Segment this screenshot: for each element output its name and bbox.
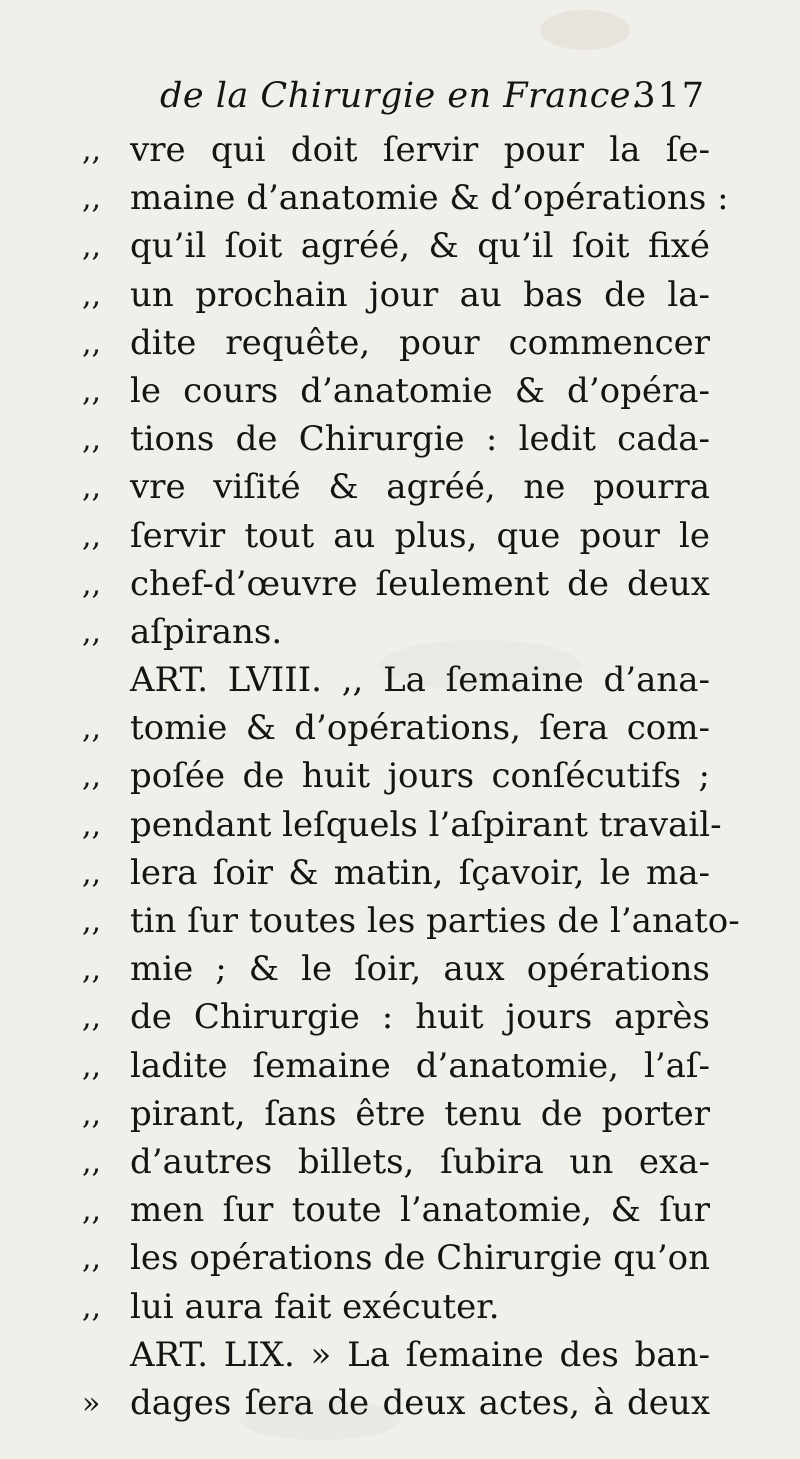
line-text: qu’il ſoit agréé, & qu’il ſoit fixé (130, 226, 710, 267)
text-line (0, 1283, 800, 1331)
line-text: dages ſera de deux actes, à deux (130, 1382, 710, 1423)
text-line (0, 1090, 800, 1138)
line-text: de Chirurgie : huit jours après (130, 997, 710, 1038)
text-line (0, 1042, 800, 1090)
line-text: ART. LIX. » La ſemaine des ban- (130, 1334, 710, 1375)
text-line (0, 704, 800, 752)
text-line (0, 1331, 800, 1379)
text-line (0, 367, 800, 415)
line-text: les opérations de Chirurgie qu’on (130, 1238, 710, 1279)
quotation-mark: ,, (82, 422, 102, 458)
quotation-mark: ,, (82, 181, 102, 217)
quotation-mark: ,, (82, 952, 102, 988)
quotation-mark: ,, (82, 904, 102, 939)
line-text: ſervir tout au plus, que pour le (130, 515, 710, 556)
running-header (160, 72, 720, 128)
line-text: lui aura fait exécuter. (130, 1286, 500, 1327)
quotation-mark: ,, (82, 855, 102, 891)
quotation-mark: ,, (82, 133, 102, 168)
text-line (0, 222, 800, 270)
line-text: vre viſité & agréé, ne pourra (130, 467, 710, 508)
text-line (0, 1186, 800, 1234)
quotation-mark: ,, (82, 373, 102, 409)
quotation-mark: » (82, 1385, 101, 1421)
line-text: ART. LVIII. ,, La ſemaine d’ana- (130, 660, 710, 701)
line-text: maine d’anatomie & d’opérations : (130, 178, 729, 219)
text-line (0, 897, 800, 945)
text-line (0, 560, 800, 608)
text-line (0, 1138, 800, 1186)
line-text: dite requête, pour commencer (130, 322, 710, 363)
line-text: pirant, ſans être tenu de porter (130, 1093, 710, 1134)
line-text: mie ; & le ſoir, aux opérations (130, 949, 710, 990)
text-line (0, 174, 800, 222)
line-text: le cours d’anatomie & d’opéra- (130, 370, 710, 411)
line-text: lera ſoir & matin, ſçavoir, le ma- (130, 852, 710, 893)
paper-stain (540, 10, 630, 50)
text-line (0, 512, 800, 560)
quotation-mark: ,, (82, 1193, 102, 1229)
text-line (0, 801, 800, 849)
quotation-mark: ,, (82, 1000, 102, 1036)
running-title: de la Chirurgie en France. (160, 76, 643, 116)
text-line (0, 752, 800, 800)
quotation-mark: ,, (82, 1048, 102, 1084)
quotation-mark: ,, (82, 807, 102, 843)
quotation-mark: ,, (82, 1096, 102, 1132)
quotation-mark: ,, (82, 614, 102, 650)
line-text: d’autres billets, ſubira un exa- (130, 1141, 710, 1182)
text-line (0, 656, 800, 704)
text-line (0, 463, 800, 511)
quotation-mark: ,, (82, 277, 102, 313)
line-text: un prochain jour au bas de la- (130, 274, 710, 315)
quotation-mark: ,, (82, 325, 102, 361)
line-text: pendant leſquels l’aſpirant travail- (130, 804, 722, 845)
line-text: poſée de huit jours conſécutifs ; (130, 756, 710, 797)
page-number: 317 (633, 76, 706, 116)
quotation-mark: ,, (82, 518, 102, 554)
quotation-mark: ,, (82, 711, 102, 747)
text-line (0, 1234, 800, 1282)
line-text: men ſur toute l’anatomie, & ſur (130, 1190, 710, 1231)
quotation-mark: ,, (82, 1241, 102, 1277)
text-line (0, 271, 800, 319)
text-line (0, 319, 800, 367)
line-text: aſpirans. (130, 611, 283, 652)
line-text: tin ſur toutes les parties de l’anato- (130, 901, 740, 941)
text-body (0, 126, 800, 1427)
text-line (0, 945, 800, 993)
text-line (0, 415, 800, 463)
quotation-mark: ,, (82, 470, 102, 506)
text-line (0, 993, 800, 1041)
text-line (0, 849, 800, 897)
quotation-mark: ,, (82, 1144, 102, 1180)
quotation-mark: ,, (82, 759, 102, 795)
line-text: ladite ſemaine d’anatomie, l’aſ- (130, 1045, 710, 1086)
line-text: tomie & d’opérations, ſera com- (130, 708, 710, 749)
text-line (0, 608, 800, 656)
line-text: tions de Chirurgie : ledit cada- (130, 419, 710, 460)
quotation-mark: ,, (82, 1289, 102, 1325)
quotation-mark: ,, (82, 229, 102, 265)
quotation-mark: ,, (82, 566, 102, 602)
line-text: chef-d’œuvre ſeulement de deux (130, 563, 710, 604)
text-line (0, 126, 800, 174)
text-line (0, 1379, 800, 1427)
line-text: vre qui doit ſervir pour la ſe- (130, 130, 710, 170)
